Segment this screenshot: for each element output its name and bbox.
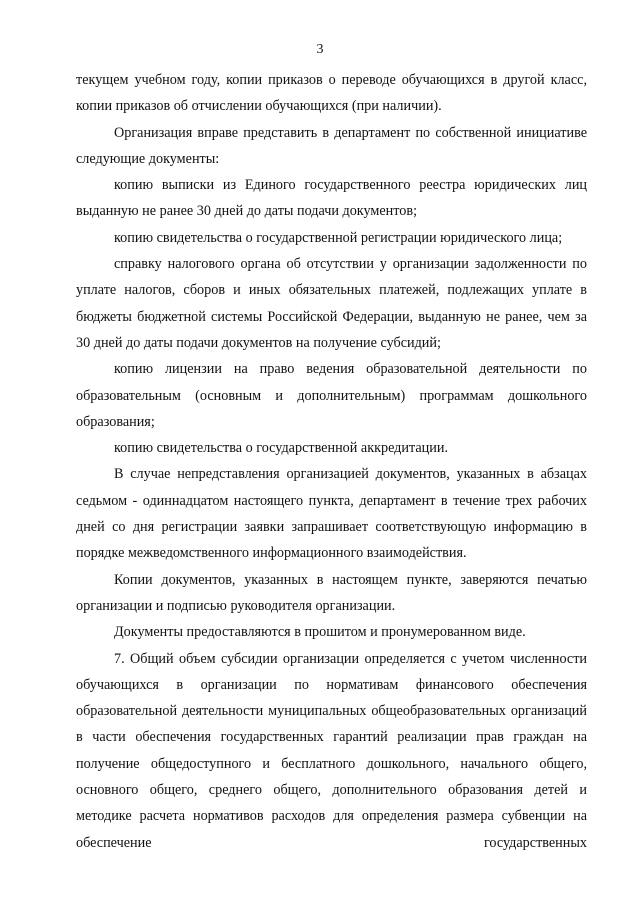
document-body [76, 67, 587, 856]
paragraph-continuation: текущем учебном году, копии приказов о переводе обучающихся в другой класс, копии приказов об отчислении обучающихся (при наличии). [76, 72, 587, 115]
paragraph-tax-certificate: справку налогового органа об отсутствии у организации задолженности по уплате налогов, сборов и иных обязательных платежей, подлежащих уплате в бюджеты бюджетной системы Российской Федерации, выданную не ранее, чем за 30 дней до даты подачи документов на получение субсидий; [76, 256, 587, 351]
paragraph-copies-certification: Копии документов, указанных в настоящем пункте, заверяются печатью организации и подписью руководителя организации. [76, 571, 587, 614]
paragraph-registration-certificate: копию свидетельства о государственной регистрации юридического лица; [114, 229, 563, 246]
paragraph-stitched-numbered: Документы предоставляются в прошитом и пронумерованном виде. [114, 624, 526, 641]
paragraph-non-submission: В случае непредставления организацией документов, указанных в абзацах седьмом - одиннадцатом настоящего пункта, департамент в течение трех рабочих дней со дня регистрации заявки запрашивает соответствующую информацию в порядке межведомственного информационного взаимодействия. [76, 466, 587, 562]
paragraph-education-license: копию лицензии на право ведения образовательной деятельности по образовательным (основным и дополнительным) программам дошкольного образования; [76, 361, 587, 430]
paragraph-clause-7: 7. Общий объем субсидии организации определяется с учетом численности обучающихся в организации по нормативам финансового обеспечения образовательной деятельности муниципальных общеобразовательных организаций в части обеспечения государственных гарантий реализации прав граждан на получение общедоступного и бесплатного дошкольного, начального общего, основного общего, среднего общего, дополнительного образования детей и методике расчета нормативов расходов для определения размера субвенции на обеспечение государственных [76, 650, 587, 851]
paragraph-optional-documents-intro: Организация вправе представить в департамент по собственной инициативе следующие документы: [76, 124, 587, 167]
paragraph-accreditation-certificate: копию свидетельства о государственной аккредитации. [114, 440, 448, 457]
page-number: 3 [316, 42, 324, 57]
paragraph-egrul-extract: копию выписки из Единого государственного реестра юридических лиц выданную не ранее 30 дней до даты подачи документов; [76, 177, 587, 220]
